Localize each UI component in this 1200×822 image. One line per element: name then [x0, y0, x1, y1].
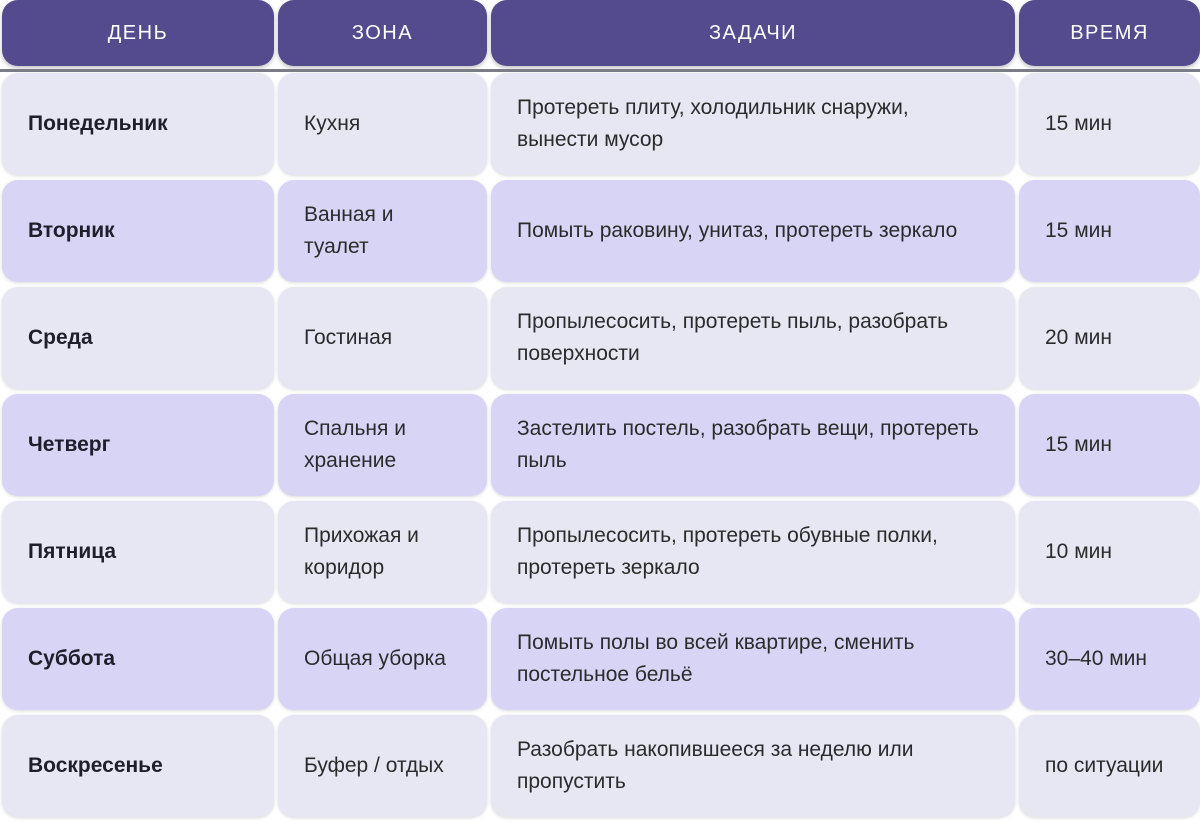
day-cell: Пятница — [2, 501, 274, 603]
zone-cell: Кухня — [278, 73, 487, 175]
zone-cell: Прихожая и коридор — [278, 501, 487, 603]
header-tasks: ЗАДАЧИ — [491, 0, 1015, 66]
zone-cell: Спальня и хранение — [278, 394, 487, 496]
day-cell: Понедельник — [2, 73, 274, 175]
time-cell: 30–40 мин — [1019, 608, 1200, 710]
tasks-cell: Помыть полы во всей квартире, сменить постельное бельё — [491, 608, 1015, 710]
time-cell: 20 мин — [1019, 287, 1200, 389]
tasks-cell: Протереть плиту, холодильник снаружи, вынести мусор — [491, 73, 1015, 175]
day-cell: Вторник — [2, 180, 274, 282]
tasks-cell: Разобрать накопившееся за неделю или пропустить — [491, 715, 1015, 817]
tasks-cell: Застелить постель, разобрать вещи, протереть пыль — [491, 394, 1015, 496]
time-cell: 10 мин — [1019, 501, 1200, 603]
time-cell: 15 мин — [1019, 73, 1200, 175]
tasks-cell: Пропылесосить, протереть обувные полки, протереть зеркало — [491, 501, 1015, 603]
time-cell: по ситуации — [1019, 715, 1200, 817]
tasks-cell: Пропылесосить, протереть пыль, разобрать поверхности — [491, 287, 1015, 389]
time-cell: 15 мин — [1019, 394, 1200, 496]
header-zone: ЗОНА — [278, 0, 487, 66]
day-cell: Воскресенье — [2, 715, 274, 817]
header-time: ВРЕМЯ — [1019, 0, 1200, 66]
day-cell: Суббота — [2, 608, 274, 710]
zone-cell: Общая уборка — [278, 608, 487, 710]
header-day: ДЕНЬ — [2, 0, 274, 66]
day-cell: Четверг — [2, 394, 274, 496]
zone-cell: Гостиная — [278, 287, 487, 389]
table-grid — [2, 0, 1200, 822]
time-cell: 15 мин — [1019, 180, 1200, 282]
day-cell: Среда — [2, 287, 274, 389]
tasks-cell: Помыть раковину, унитаз, протереть зеркало — [491, 180, 1015, 282]
zone-cell: Буфер / отдых — [278, 715, 487, 817]
header-divider — [0, 69, 1200, 72]
zone-cell: Ванная и туалет — [278, 180, 487, 282]
